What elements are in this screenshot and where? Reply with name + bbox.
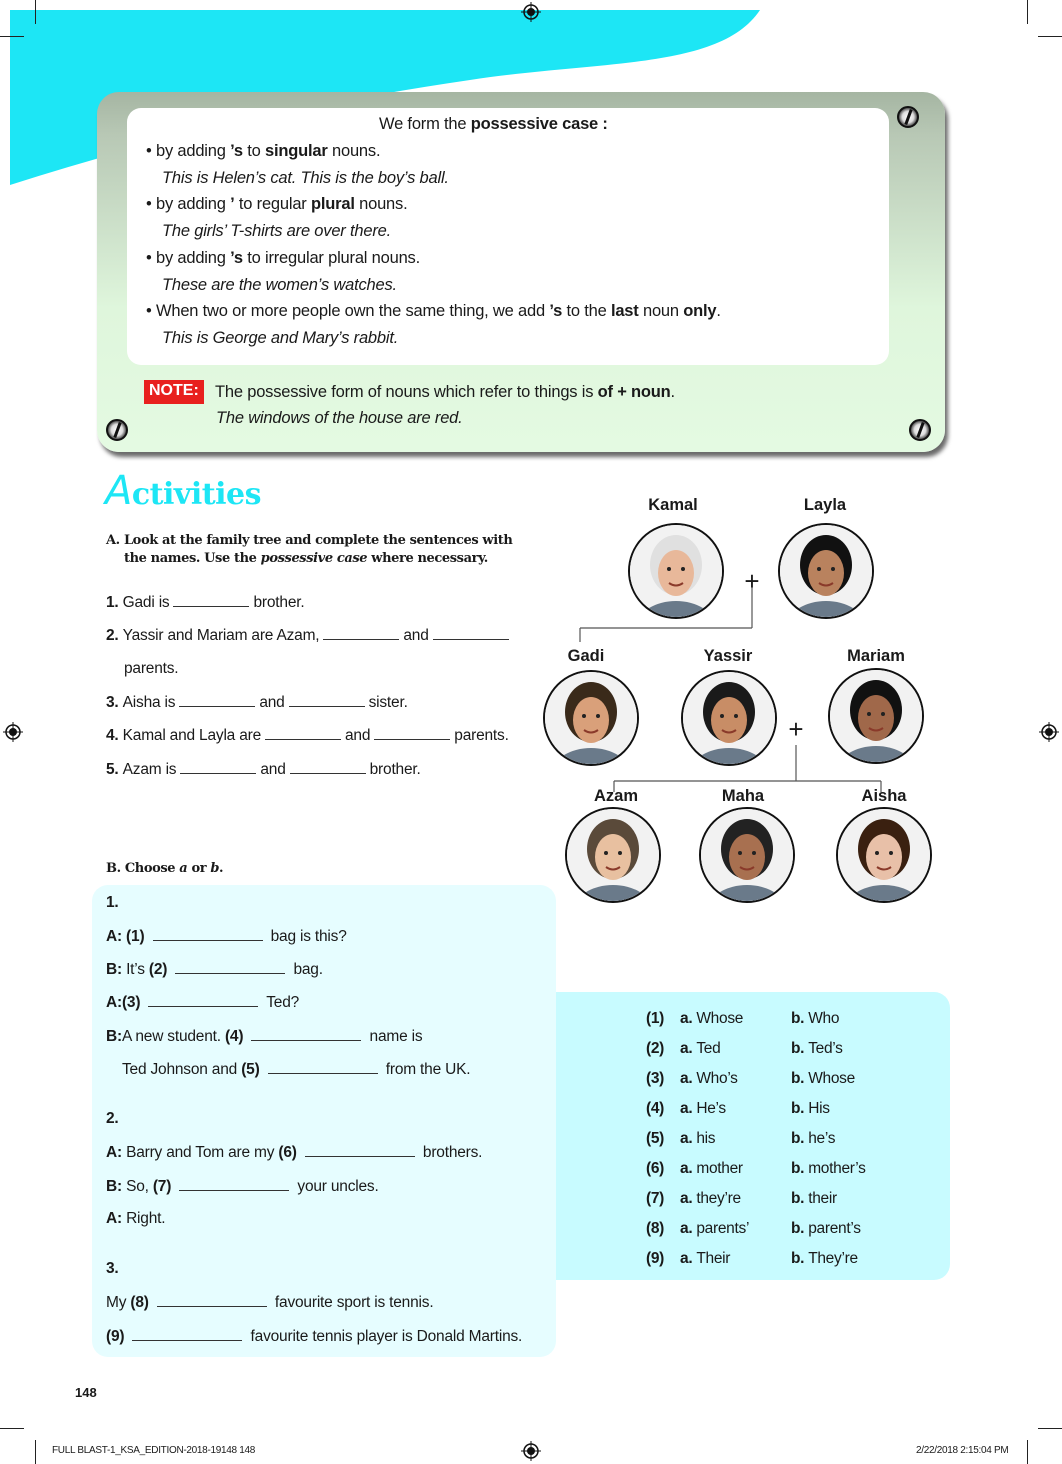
- bold-text: (4): [224, 1028, 248, 1045]
- text-segment: name is: [365, 1028, 423, 1045]
- exercise-a-item: [106, 593, 304, 612]
- bold-text: B:: [106, 1178, 127, 1195]
- portrait-icon: [567, 809, 659, 901]
- bullet-icon: •: [146, 248, 156, 267]
- text-segment: to irregular plural nouns.: [242, 248, 420, 267]
- text-segment: bag.: [289, 961, 323, 978]
- answer-blank[interactable]: [433, 626, 509, 640]
- option-a[interactable]: [680, 1250, 730, 1268]
- option-label: b.: [791, 1040, 809, 1057]
- option-label: a.: [680, 1100, 697, 1117]
- text-segment: from the UK.: [381, 1061, 471, 1078]
- bold-text: A:(3): [106, 994, 145, 1011]
- bold-text: B:: [106, 961, 127, 978]
- crop-mark: [1027, 1440, 1028, 1464]
- option-a[interactable]: [680, 1130, 715, 1148]
- rule-line: [146, 249, 420, 268]
- note-badge: NOTE:: [144, 380, 204, 404]
- exercise-b-instruction: [106, 861, 223, 876]
- option-number: (8): [646, 1220, 665, 1237]
- note-example: The windows of the house are red.: [216, 409, 463, 427]
- option-label: a.: [680, 1190, 697, 1207]
- text-segment: by adding: [155, 195, 231, 214]
- family-member-name: Layla: [803, 496, 847, 514]
- rule-example: [162, 329, 398, 348]
- dialogue-line: [106, 1210, 165, 1228]
- dialogue-line: [106, 960, 323, 979]
- family-member-photo: [836, 807, 932, 903]
- item-text: Azam is: [122, 760, 177, 778]
- option-number: (7): [646, 1190, 665, 1207]
- rule-example: [162, 276, 397, 295]
- bullet-icon: •: [146, 195, 156, 214]
- option-label: b.: [791, 1100, 809, 1117]
- item-number: 3.: [106, 693, 123, 711]
- answer-blank[interactable]: [374, 726, 450, 740]
- text-segment: to: [242, 142, 266, 160]
- family-member-name: Kamal: [648, 496, 698, 514]
- rule-line: [146, 302, 721, 321]
- answer-blank[interactable]: [148, 993, 258, 1007]
- bold-text: ’s: [549, 302, 563, 321]
- text-segment: These are the women’s watches.: [162, 275, 397, 294]
- exercise-a-item: [106, 726, 509, 745]
- bold-text: only: [683, 302, 717, 321]
- text-segment: by adding: [155, 248, 231, 267]
- answer-blank[interactable]: [179, 1177, 289, 1191]
- instruction-text: where necessary.: [367, 551, 488, 566]
- text-segment: It’s: [126, 961, 149, 978]
- exercise-a-item: [106, 760, 421, 779]
- bold-text: B:: [106, 1028, 122, 1045]
- exercise-a-instruction-2: [124, 551, 488, 566]
- option-a[interactable]: [680, 1070, 738, 1088]
- exercise-a-item: [106, 693, 408, 712]
- answer-blank[interactable]: [180, 760, 256, 774]
- option-label: b.: [791, 1070, 809, 1087]
- text-segment: Barry and Tom are my: [126, 1144, 279, 1161]
- item-text: brother.: [253, 594, 305, 611]
- text-segment: This is George and Mary’s rabbit.: [162, 328, 399, 347]
- option-number: (2): [646, 1040, 665, 1057]
- dialogue-line: [106, 927, 347, 946]
- option-label: a.: [680, 1040, 697, 1057]
- text-segment: When two or more people own the same thing, we add: [155, 302, 550, 321]
- exercise-b-dialogue-box: [92, 885, 556, 1357]
- option-label: a.: [680, 1250, 697, 1267]
- crop-mark: [0, 1428, 24, 1429]
- family-member-name: Gadi: [567, 647, 605, 665]
- bold-text: (6): [278, 1144, 301, 1161]
- option-b[interactable]: [791, 1100, 830, 1118]
- text-segment: to regular: [234, 195, 311, 214]
- item-number: 2.: [106, 627, 123, 645]
- crop-mark: [35, 1440, 36, 1464]
- crop-mark: [0, 36, 24, 37]
- family-member-name: Maha: [721, 787, 765, 805]
- option-text: His: [808, 1100, 830, 1117]
- rule-line: [146, 195, 407, 214]
- page-number: 148: [75, 1385, 97, 1400]
- item-text: parents.: [454, 727, 509, 745]
- answer-blank[interactable]: [251, 1027, 361, 1041]
- bold-text: plural: [311, 195, 355, 214]
- text-segment: nouns.: [354, 195, 408, 214]
- bold-text: (9): [106, 1328, 129, 1345]
- option-text: Whose: [808, 1070, 855, 1087]
- rule-example: [162, 222, 391, 241]
- option-text: Ted: [696, 1040, 721, 1057]
- text-segment: brothers.: [418, 1144, 483, 1161]
- bold-text: A:: [106, 1210, 127, 1227]
- answer-blank[interactable]: [265, 726, 341, 740]
- option-b[interactable]: [791, 1220, 861, 1238]
- answer-blank[interactable]: [157, 1293, 267, 1307]
- family-member-photo: [565, 807, 661, 903]
- family-member-photo: [628, 523, 724, 619]
- text-segment: We form the: [379, 115, 471, 133]
- item-text: parents.: [124, 659, 179, 677]
- option-text: He’s: [696, 1100, 726, 1117]
- family-member-photo: [681, 670, 777, 766]
- dialogue-line: [106, 1327, 522, 1346]
- option-label: b.: [791, 1160, 809, 1177]
- grammar-heading: [379, 115, 608, 134]
- crop-mark: [1038, 36, 1062, 37]
- option-a[interactable]: [680, 1100, 726, 1118]
- answer-blank[interactable]: [132, 1327, 242, 1341]
- text-segment: favourite sport is tennis.: [270, 1294, 434, 1311]
- option-b[interactable]: [791, 1130, 835, 1148]
- option-text: his: [696, 1130, 716, 1147]
- instruction-emphasis: b: [210, 861, 220, 876]
- option-label: a.: [680, 1010, 697, 1027]
- item-text: Gadi is: [122, 594, 170, 611]
- item-text: and: [259, 693, 285, 711]
- item-text: brother.: [369, 760, 421, 778]
- bold-text: of + noun: [597, 383, 671, 401]
- text-segment: by adding: [155, 142, 231, 160]
- option-label: a.: [680, 1070, 697, 1087]
- option-a[interactable]: [680, 1160, 743, 1178]
- option-text: Their: [696, 1250, 731, 1267]
- option-text: Who: [808, 1010, 840, 1027]
- option-number: (4): [646, 1100, 665, 1117]
- dialogue-line: [122, 1060, 470, 1079]
- crop-mark: [1027, 0, 1028, 24]
- answer-blank[interactable]: [289, 693, 365, 707]
- option-text: parent’s: [808, 1220, 861, 1237]
- option-text: mother: [696, 1160, 743, 1177]
- option-number: (5): [646, 1130, 665, 1147]
- item-text: Kamal and Layla are: [122, 727, 262, 745]
- option-label: b.: [791, 1130, 809, 1147]
- exercise-a-item: [106, 626, 513, 645]
- activities-title-rest: ctivities: [131, 477, 261, 512]
- exercise-b-options-box: [556, 992, 950, 1280]
- screw-icon: [897, 106, 919, 128]
- option-b[interactable]: [791, 1040, 843, 1058]
- family-member-name: Aisha: [861, 787, 907, 805]
- activities-title: [105, 468, 261, 514]
- family-member-photo: [699, 807, 795, 903]
- crop-mark: [1038, 1428, 1062, 1429]
- text-segment: .: [670, 383, 675, 401]
- note-text: [215, 383, 675, 402]
- text-segment: bag is this?: [266, 928, 347, 945]
- bold-text: A: (1): [106, 928, 149, 945]
- item-number: 1.: [106, 594, 123, 611]
- option-label: b.: [791, 1220, 809, 1237]
- option-a[interactable]: [680, 1220, 749, 1238]
- option-text: they’re: [696, 1190, 741, 1207]
- text-segment: noun: [638, 302, 684, 321]
- option-text: parents’: [696, 1220, 750, 1237]
- option-label: b.: [791, 1250, 809, 1267]
- option-number: (3): [646, 1070, 665, 1087]
- screw-icon: [106, 419, 128, 441]
- bold-text: ’: [230, 195, 235, 214]
- answer-blank[interactable]: [290, 760, 366, 774]
- option-text: Ted’s: [808, 1040, 843, 1057]
- item-text: and: [403, 627, 429, 645]
- screw-icon: [909, 419, 931, 441]
- portrait-icon: [830, 670, 922, 762]
- bold-text: last: [610, 302, 639, 321]
- option-number: (1): [646, 1010, 665, 1027]
- bold-text: 3.: [106, 1260, 119, 1277]
- option-a[interactable]: [680, 1010, 743, 1028]
- text-segment: your uncles.: [293, 1178, 379, 1195]
- bold-text: singular: [265, 142, 328, 160]
- option-b[interactable]: [791, 1190, 837, 1208]
- dialogue-line: [106, 1143, 482, 1162]
- registration-mark-icon: [521, 2, 541, 22]
- item-text: and: [260, 760, 286, 778]
- family-member-name: Azam: [593, 787, 639, 805]
- portrait-icon: [701, 809, 793, 901]
- instruction-emphasis: a: [179, 861, 188, 876]
- instruction-emphasis: possessive case: [260, 551, 368, 566]
- instruction-text: .: [219, 861, 224, 876]
- option-text: They’re: [808, 1250, 858, 1267]
- option-b[interactable]: [791, 1160, 866, 1178]
- bullet-icon: •: [146, 142, 156, 160]
- text-segment: to the: [562, 302, 611, 321]
- family-member-name: Mariam: [847, 647, 905, 665]
- option-a[interactable]: [680, 1190, 741, 1208]
- option-label: b.: [791, 1010, 809, 1027]
- bullet-icon: •: [146, 302, 156, 321]
- option-text: he’s: [808, 1130, 836, 1147]
- answer-blank[interactable]: [305, 1143, 415, 1157]
- registration-mark-icon: [1039, 722, 1059, 742]
- portrait-icon: [838, 809, 930, 901]
- item-text: Yassir and Mariam are Azam,: [122, 627, 320, 645]
- item-number: 4.: [106, 727, 123, 745]
- family-member-photo: [828, 668, 924, 764]
- option-label: b.: [791, 1190, 809, 1207]
- crop-mark: [35, 0, 36, 24]
- activities-title-initial: A: [105, 468, 132, 514]
- dialogue-line: [106, 1293, 433, 1312]
- bold-text: A:: [106, 1144, 127, 1161]
- item-text: Aisha is: [122, 693, 176, 711]
- item-text: sister.: [368, 693, 408, 711]
- option-text: Whose: [696, 1010, 744, 1027]
- option-text: their: [808, 1190, 837, 1207]
- bold-text: ’s: [230, 142, 243, 160]
- instruction-text: B. Choose: [106, 861, 180, 876]
- answer-blank[interactable]: [175, 960, 285, 974]
- portrait-icon: [630, 525, 722, 617]
- option-text: Who’s: [696, 1070, 738, 1087]
- dialogue-line: [106, 1110, 119, 1128]
- rule-example: [162, 169, 449, 188]
- answer-blank[interactable]: [268, 1060, 378, 1074]
- text-segment: A new student.: [121, 1028, 225, 1045]
- text-segment: Ted Johnson and: [122, 1061, 242, 1078]
- bold-text: ’s: [230, 248, 243, 267]
- portrait-icon: [545, 672, 637, 764]
- option-b[interactable]: [791, 1070, 855, 1088]
- answer-blank[interactable]: [173, 593, 249, 607]
- text-segment: favourite tennis player is Donald Martins.: [246, 1328, 523, 1345]
- instruction-text: the names. Use the: [124, 551, 261, 566]
- dialogue-line: [106, 894, 119, 912]
- plus-sign: +: [744, 566, 760, 596]
- registration-mark-icon: [521, 1441, 541, 1461]
- exercise-a-item: [124, 660, 178, 678]
- bold-text: 2.: [106, 1110, 119, 1127]
- footer-file-info: FULL BLAST-1_KSA_EDITION-2018-19148 148: [52, 1445, 256, 1456]
- bold-text: 1.: [106, 894, 119, 911]
- text-segment: nouns.: [327, 142, 381, 160]
- instruction-text: or: [187, 861, 211, 876]
- footer-timestamp: 2/22/2018 2:15:04 PM: [916, 1445, 1009, 1456]
- option-label: a.: [680, 1220, 697, 1237]
- bold-text: (2): [148, 961, 172, 978]
- portrait-icon: [780, 525, 872, 617]
- item-text: and: [345, 727, 371, 745]
- rule-line: [146, 142, 380, 161]
- option-text: mother’s: [808, 1160, 866, 1177]
- exercise-a-instruction: A. Look at the family tree and complete the sentences with: [106, 533, 513, 548]
- family-member-name: Yassir: [703, 647, 753, 665]
- option-b[interactable]: [791, 1010, 839, 1028]
- answer-blank[interactable]: [323, 626, 399, 640]
- text-segment: The possessive form of nouns which refer to things is: [215, 383, 598, 401]
- text-segment: The girls’ T-shirts are over there.: [162, 222, 391, 241]
- family-member-photo: [543, 670, 639, 766]
- dialogue-line: [106, 1260, 119, 1278]
- text-segment: .: [716, 302, 721, 321]
- text-segment: Right.: [126, 1210, 166, 1227]
- family-member-photo: [778, 523, 874, 619]
- text-segment: Ted?: [262, 994, 300, 1011]
- text-segment: So,: [126, 1178, 153, 1195]
- registration-mark-icon: [3, 722, 23, 742]
- option-number: (9): [646, 1250, 665, 1267]
- bold-text: (8): [130, 1294, 153, 1311]
- option-label: a.: [680, 1130, 697, 1147]
- option-number: (6): [646, 1160, 665, 1177]
- text-segment: My: [106, 1294, 131, 1311]
- dialogue-line: [106, 993, 299, 1012]
- bold-text: (5): [241, 1061, 264, 1078]
- option-label: a.: [680, 1160, 697, 1177]
- option-a[interactable]: [680, 1040, 720, 1058]
- answer-blank[interactable]: [179, 693, 255, 707]
- dialogue-line: [106, 1177, 379, 1196]
- bold-text: possessive case :: [470, 115, 608, 133]
- bold-text: (7): [152, 1178, 176, 1195]
- option-b[interactable]: [791, 1250, 858, 1268]
- dialogue-line: [106, 1027, 422, 1046]
- plus-sign: +: [788, 714, 804, 744]
- answer-blank[interactable]: [153, 927, 263, 941]
- text-segment: This is Helen’s cat. This is the boy’s ball.: [162, 168, 449, 187]
- item-number: 5.: [106, 760, 123, 778]
- portrait-icon: [683, 672, 775, 764]
